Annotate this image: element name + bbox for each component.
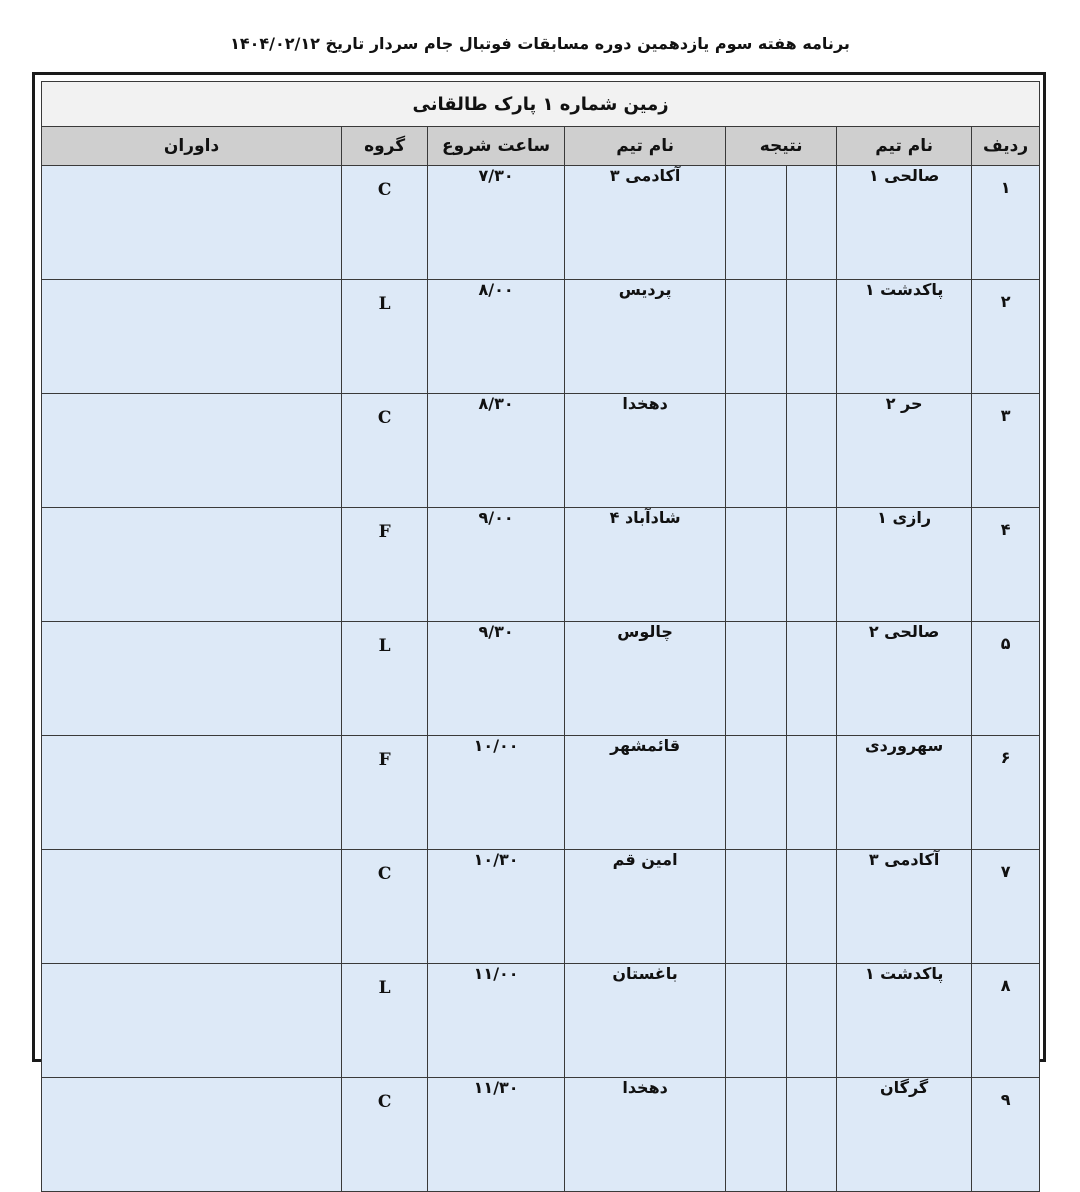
referees-cell (42, 280, 342, 394)
team2-name: دهخدا (565, 394, 726, 508)
header-result: نتیجه (726, 127, 837, 166)
team1-name: سهروردی (837, 736, 972, 850)
row-number: ۱ (972, 166, 1040, 280)
row-number: ۷ (972, 850, 1040, 964)
result-team2 (726, 964, 787, 1078)
start-time: ۷/۳۰ (428, 166, 565, 280)
result-team1 (787, 508, 837, 622)
group-cell: L (342, 964, 428, 1078)
team1-name: صالحی ۱ (837, 166, 972, 280)
table-row (42, 622, 1040, 736)
header-row (42, 127, 1040, 166)
result-team1 (787, 736, 837, 850)
group-cell: C (342, 1078, 428, 1192)
result-team2 (726, 1078, 787, 1192)
result-team1 (787, 964, 837, 1078)
header-team1: نام تیم (837, 127, 972, 166)
result-team2 (726, 622, 787, 736)
start-time: ۱۱/۳۰ (428, 1078, 565, 1192)
referees-cell (42, 736, 342, 850)
row-number: ۶ (972, 736, 1040, 850)
venue-row (42, 82, 1040, 127)
result-team2 (726, 166, 787, 280)
referees-cell (42, 850, 342, 964)
team1-name: گرگان (837, 1078, 972, 1192)
team1-name: صالحی ۲ (837, 622, 972, 736)
group-cell: F (342, 736, 428, 850)
team2-name: شادآباد ۴ (565, 508, 726, 622)
start-time: ۱۰/۰۰ (428, 736, 565, 850)
row-number: ۵ (972, 622, 1040, 736)
referees-cell (42, 964, 342, 1078)
header-row-number: ردیف (972, 127, 1040, 166)
group-cell: L (342, 622, 428, 736)
result-team2 (726, 508, 787, 622)
team2-name: آکادمی ۳ (565, 166, 726, 280)
row-number: ۳ (972, 394, 1040, 508)
referees-cell (42, 394, 342, 508)
result-team2 (726, 280, 787, 394)
start-time: ۹/۰۰ (428, 508, 565, 622)
start-time: ۱۰/۳۰ (428, 850, 565, 964)
team1-name: رازی ۱ (837, 508, 972, 622)
team2-name: باغستان (565, 964, 726, 1078)
start-time: ۸/۳۰ (428, 394, 565, 508)
result-team1 (787, 850, 837, 964)
row-number: ۴ (972, 508, 1040, 622)
table-row (42, 964, 1040, 1078)
header-referees: داوران (42, 127, 342, 166)
row-number: ۲ (972, 280, 1040, 394)
group-cell: C (342, 166, 428, 280)
document-title: برنامه هفته سوم یازدهمین دوره مسابقات فوتبال جام سردار تاریخ ۱۴۰۴/۰۲/۱۲ (230, 34, 850, 53)
table-row (42, 394, 1040, 508)
result-team1 (787, 280, 837, 394)
group-cell: C (342, 850, 428, 964)
referees-cell (42, 622, 342, 736)
result-team2 (726, 394, 787, 508)
start-time: ۹/۳۰ (428, 622, 565, 736)
schedule-table (41, 81, 1040, 1192)
group-cell: L (342, 280, 428, 394)
table-row (42, 736, 1040, 850)
group-cell: C (342, 394, 428, 508)
result-team1 (787, 622, 837, 736)
result-team1 (787, 1078, 837, 1192)
header-team2: نام تیم (565, 127, 726, 166)
schedule-sheet (32, 72, 1046, 1112)
team2-name: قائمشهر (565, 736, 726, 850)
group-cell: F (342, 508, 428, 622)
table-row (42, 850, 1040, 964)
referees-cell (42, 508, 342, 622)
table-row (42, 280, 1040, 394)
table-row (42, 508, 1040, 622)
row-number: ۸ (972, 964, 1040, 1078)
team2-name: دهخدا (565, 1078, 726, 1192)
result-team2 (726, 850, 787, 964)
venue-title: زمین شماره ۱ پارک طالقانی (42, 82, 1040, 127)
team2-name: چالوس (565, 622, 726, 736)
team2-name: امین قم (565, 850, 726, 964)
header-start-time: ساعت شروع (428, 127, 565, 166)
referees-cell (42, 1078, 342, 1192)
table-row (42, 166, 1040, 280)
row-number: ۹ (972, 1078, 1040, 1192)
result-team1 (787, 394, 837, 508)
start-time: ۱۱/۰۰ (428, 964, 565, 1078)
header-group: گروه (342, 127, 428, 166)
start-time: ۸/۰۰ (428, 280, 565, 394)
result-team1 (787, 166, 837, 280)
team1-name: آکادمی ۳ (837, 850, 972, 964)
table-row (42, 1078, 1040, 1192)
team2-name: پردیس (565, 280, 726, 394)
team1-name: حر ۲ (837, 394, 972, 508)
team1-name: پاکدشت ۱ (837, 964, 972, 1078)
result-team2 (726, 736, 787, 850)
referees-cell (42, 166, 342, 280)
team1-name: پاکدشت ۱ (837, 280, 972, 394)
